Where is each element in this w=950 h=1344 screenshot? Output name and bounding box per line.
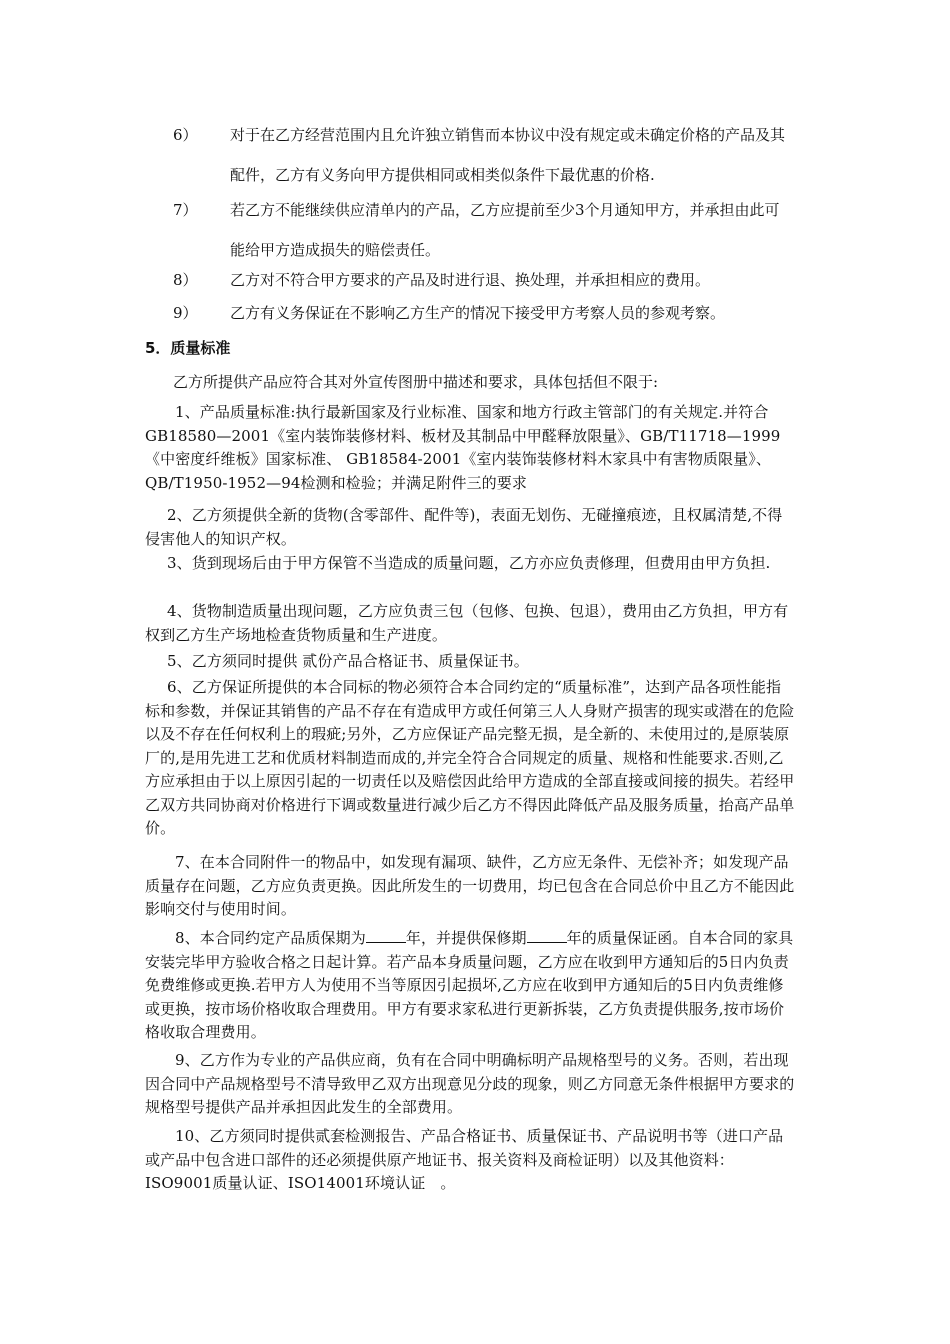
clause-4: 4、货物制造质量出现问题，乙方应负责三包（包修、包换、包退），费用由乙方负担，甲方有权到乙方生产场地检查货物质量和生产进度。 [145,602,789,644]
clause-9: 9、乙方作为专业的产品供应商，负有在合同中明确标明产品规格型号的义务。否则，若出现因合同中产品规格型号不清导致甲乙双方出现意见分歧的现象，则乙方同意无条件根据甲方要求的规格型号提供产品并承担因此发生的全部费用。 [145,1051,795,1116]
item-text: 乙方有义务保证在不影响乙方生产的情况下接受甲方考察人员的参观考察。 [230,304,726,322]
clause-5: 5、乙方须同时提供 贰份产品合格证书、质量保证书。 [167,652,529,670]
item-number: 6） [173,126,198,144]
section-heading: 5．质量标准 [145,339,231,357]
item-number: 8） [173,271,198,289]
clause-8-part-2: 年，并提供保修期 [405,929,527,947]
repair-period-blank [527,926,567,943]
clause-10: 10、乙方须同时提供贰套检测报告、产品合格证书、质量保证书、产品说明书等（进口产品或产品中包含进口部件的还必须提供原产地证书、报关资料及商检证明）以及其他资料： ISO9001质量认证、ISO14001环境认证 。 [145,1127,784,1192]
clause-7: 7、在本合同附件一的物品中，如发现有漏项、缺件，乙方应无条件、无偿补齐；如发现产品质量存在问题，乙方应负责更换。因此所发生的一切费用，均已包含在合同总价中且乙方不能因此影响交付与使用时间。 [145,853,795,918]
clause-8-part-1: 8、本合同约定产品质保期为 [175,929,366,947]
clause-3: 3、货到现场后由于甲方保管不当造成的质量问题，乙方亦应负责修理，但费用由甲方负担. [167,554,771,572]
item-text: 乙方对不符合甲方要求的产品及时进行退、换处理，并承担相应的费用。 [230,271,711,289]
section-intro: 乙方所提供产品应符合其对外宣传图册中描述和要求，具体包括但不限于: [173,373,659,391]
clause-8 [145,926,795,1045]
item-text: 若乙方不能继续供应清单内的产品，乙方应提前至少3个月通知甲方，并承担由此可能给甲方造成损失的赔偿责任。 [230,201,780,259]
clause-2: 2、乙方须提供全新的货物(含零部件、配件等)，表面无划伤、无碰撞痕迹，且权属清楚,不得侵害他人的知识产权。 [145,506,783,548]
item-number: 7） [173,201,198,219]
clause-6: 6、乙方保证所提供的本合同标的物必须符合本合同约定的“质量标准”，达到产品各项性能指标和参数，并保证其销售的产品不存在有造成甲方或任何第三人人身财产损害的现实或潜在的危险以及不存在任何权利上的瑕疵;另外，乙方应保证产品完整无损，是全新的、未使用过的,是原装原厂的,是用先进工艺和优质材料制造而成的,并完全符合合同规定的质量、规格和性能要求.否则,乙方应承担由于以上原因引起的一切责任以及赔偿因此给甲方造成的全部直接或间接的损失。若经甲乙双方共同协商对价格进行下调或数量进行减少后乙方不得因此降低产品及服务质量，抬高产品单价。 [145,678,795,837]
warranty-period-blank [366,926,406,943]
clause-8-part-3: 年的质量保证函。自本合同的家具安装完毕甲方验收合格之日起计算。若产品本身质量问题，乙方应在收到甲方通知后的5日内负责免费维修或更换.若甲方人为使用不当等原因引起损坏,乙方应在收到甲方通知后的5日内负责维修或更换，按市场价格收取合理费用。甲方有要求家私进行更新拆装，乙方负责提供服务,按市场价格收取合理费用。 [145,929,794,1041]
clause-1: 1、产品质量标准:执行最新国家及行业标准、国家和地方行政主管部门的有关规定.并符合GB18580—2001《室内装饰装修材料、板材及其制品中甲醛释放限量》、GB/T11718—1999《中密度纤维板》国家标准、 GB18584-2001《室内装饰装修材料木家具中有害物质限量》、QB/T1950-1952—94检测和检验；并满足附件三的要求 [145,403,781,492]
item-text: 对于在乙方经营范围内且允许独立销售而本协议中没有规定或未确定价格的产品及其配件，乙方有义务向甲方提供相同或相类似条件下最优惠的价格. [230,126,786,184]
item-number: 9） [173,304,198,322]
